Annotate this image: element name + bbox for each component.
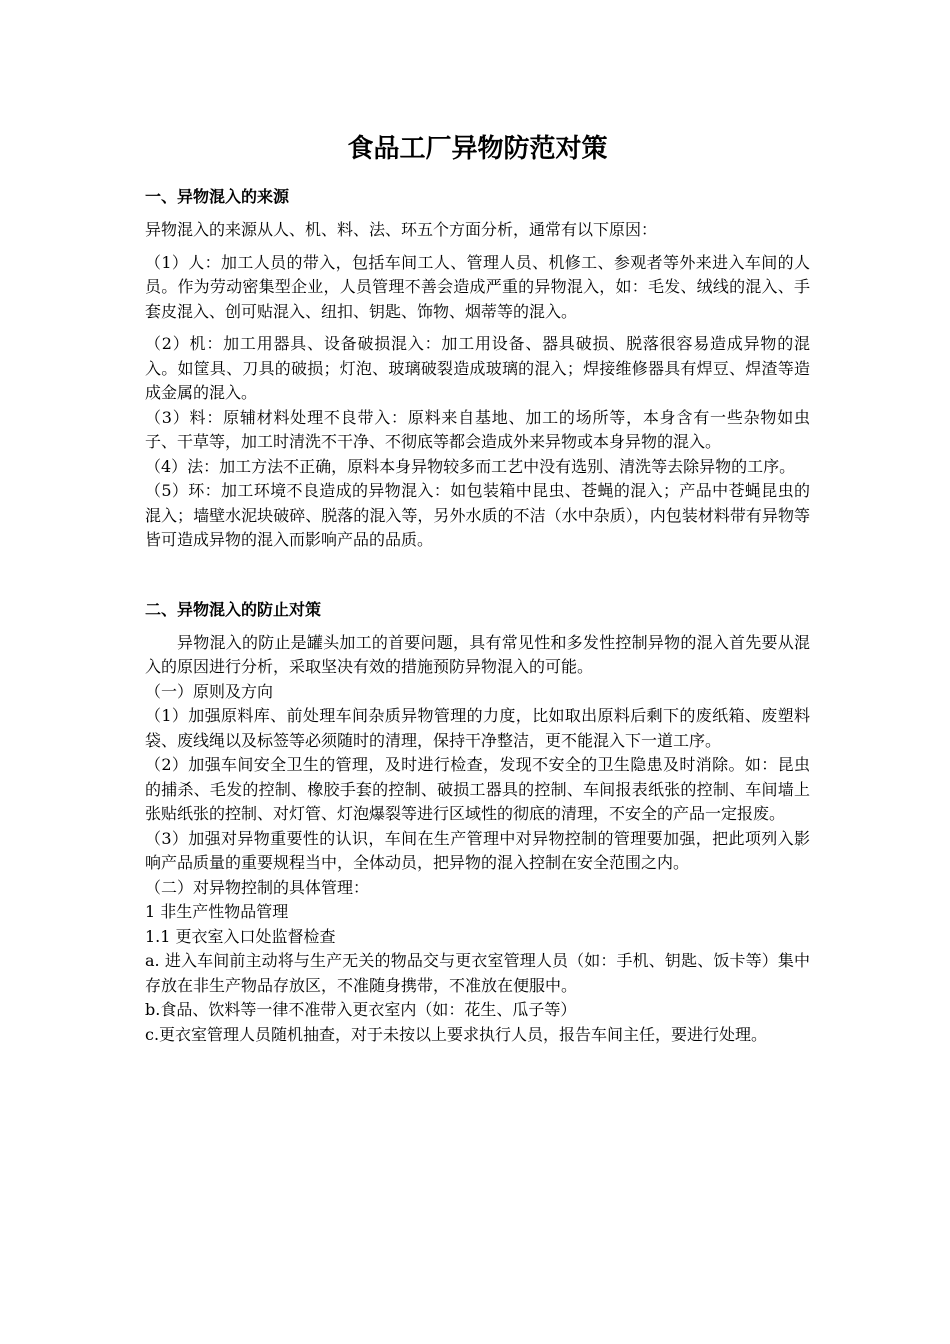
list-item-a: a. 进入车间前主动将与生产无关的物品交与更衣室管理人员（如：手机、钥匙、饭卡等）集中存放在非生产物品存放区，不准随身携带，不准放在便服中。 xyxy=(145,951,810,995)
subheading-principles: （一）原则及方向 xyxy=(145,681,274,701)
sources-intro: 异物混入的来源从人、机、料、法、环五个方面分析，通常有以下原因： xyxy=(145,220,658,239)
source-item-material: （3）料：原辅材料处理不良带入：原料来自基地、加工的场所等，本身含有一些杂物如虫子、干草等，加工时清洗不干净、不彻底等都会造成外来异物或本身异物的混入。 xyxy=(145,407,810,451)
subheading-specific-management: （二）对异物控制的具体管理： xyxy=(145,877,370,897)
source-item-people: （1）人：加工人员的带入，包括车间工人、管理人员、机修工、参观者等外来进入车间的人员。作为劳动密集型企业，人员管理不善会造成严重的异物混入，如：毛发、绒线的混入、手套皮混入、创可贴混入、纽扣、钥匙、饰物、烟蒂等的混入。 xyxy=(145,252,810,321)
principle-item-1: （1）加强原料库、前处理车间杂质异物管理的力度，比如取出原料后剩下的废纸箱、废塑料袋、废线绳以及标签等必须随时的清理，保持干净整洁，更不能混入下一道工序。 xyxy=(145,706,810,750)
section-heading-countermeasures: 二、异物混入的防止对策 xyxy=(145,599,322,619)
source-item-machine: （2）机：加工用器具、设备破损混入：加工用设备、器具破损、脱落很容易造成异物的混入。如筐具、刀具的破损；灯泡、玻璃破裂造成玻璃的混入；焊接维修器具有焊豆、焊渣等造成金属的混入。 xyxy=(145,334,810,402)
source-item-environment: （5）环：加工环境不良造成的异物混入：如包装箱中昆虫、苍蝇的混入；产品中苍蝇昆虫的混入；墙壁水泥块破碎、脱落的混入等，另外水质的不洁（水中杂质），内包装材料带有异物等皆可造成异物的混入而影响产品的品质。 xyxy=(145,481,810,549)
source-item-method: （4）法：加工方法不正确，原料本身异物较多而工艺中没有选别、清洗等去除异物的工序。 xyxy=(145,456,796,476)
principle-item-2: （2）加强车间安全卫生的管理，及时进行检查，发现不安全的卫生隐患及时消除。如：昆虫的捕杀、毛发的控制、橡胶手套的控制、破损工器具的控制、车间报表纸张的控制、车间墙上张贴纸张的控制、对灯管、灯泡爆裂等进行区域性的彻底的清理，不安全的产品一定报废。 xyxy=(145,755,810,823)
countermeasures-intro: 异物混入的防止是罐头加工的首要问题，具有常见性和多发性控制异物的混入首先要从混入的原因进行分析，采取坚决有效的措施预防异物混入的可能。 xyxy=(145,632,810,676)
document-title: 食品工厂异物防范对策 xyxy=(347,134,608,164)
list-heading-locker-room-check: 1.1 更衣室入口处监督检查 xyxy=(145,926,336,946)
list-item-c: c.更衣室管理人员随机抽查，对于未按以上要求执行人员，报告车间主任，要进行处理。 xyxy=(145,1024,768,1044)
list-item-b: b.食品、饮料等一律不准带入更衣室内（如：花生、瓜子等） xyxy=(145,1000,577,1019)
principle-item-3: （3）加强对异物重要性的认识，车间在生产管理中对异物控制的管理要加强，把此项列入影响产品质量的重要规程当中，全体动员，把异物的混入控制在安全范围之内。 xyxy=(145,828,810,872)
section-heading-sources: 一、异物混入的来源 xyxy=(145,187,290,206)
document-body xyxy=(145,128,810,1047)
list-heading-non-production-items: 1 非生产性物品管理 xyxy=(145,902,289,921)
